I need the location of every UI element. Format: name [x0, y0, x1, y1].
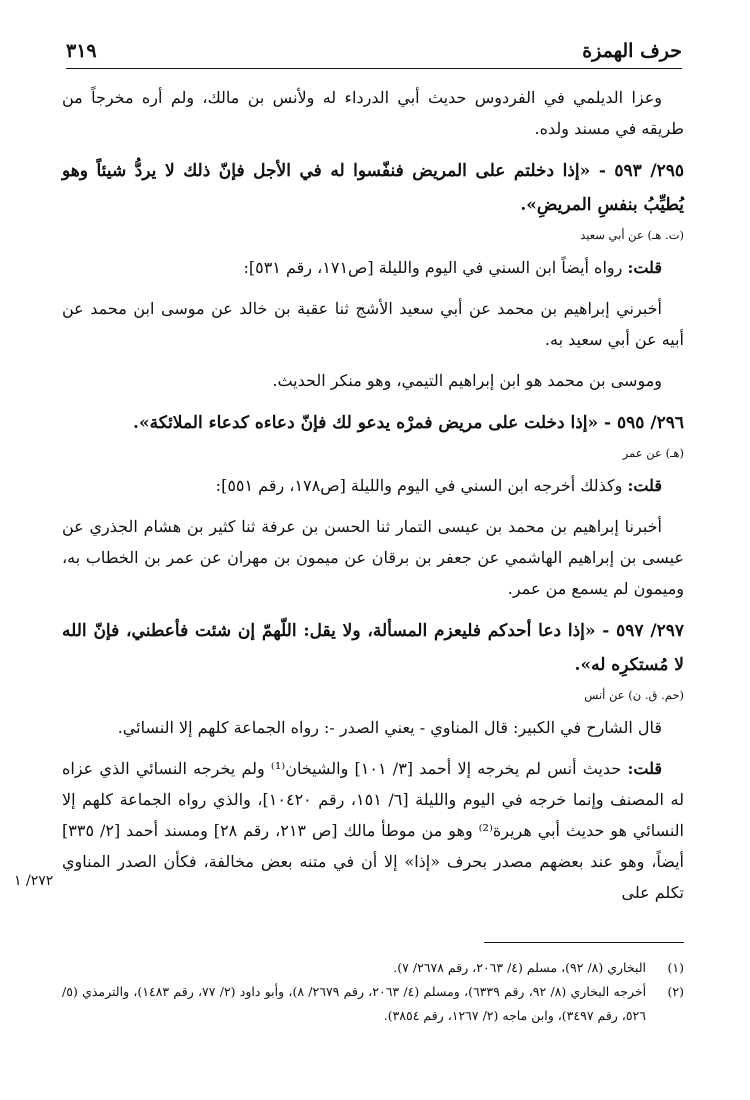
- footnote-text: أخرجه البخاري (٨/ ٩٢، رقم ٦٣٣٩)، ومسلم (٤/ ٢٠٦٣، رقم ٢٦٧٩/ ٨)، وأبو داود (٢/ ٧٧، رقم ١٤٨٣)، والترمذي (٥/ ٥٢٦، رقم ٣٤٩٧)، وابن ماجه (٢/ ١٢٦٧، رقم ٣٨٥٤).: [62, 984, 647, 1023]
- comment-297-b-text: حديث أنس لم يخرجه إلا أحمد [٣/ ١٠١] والشيخان⁽¹⁾ ولم يخرجه النسائي الذي عزاه له المصنف وإنما خرجه في اليوم والليلة [٦/ ١٥١، رقم ١٠٤٢٠]، والذي رواه الجماعة كلهم إلا النسائي هو حديث أبي هريرة⁽²⁾ وهو من موطأ مالك [ص ٢١٣، رقم ٢٨] ومسند أحمد [٢/ ٣٣٥] أيضاً، وهو عند بعضهم مصدر بحرف «إذا» إلا أن في متنه بعض مخالفة، فكأن الصدر المناوي تكلم على: [62, 759, 684, 902]
- comment-297-b: [62, 753, 684, 908]
- comment-295-a-text: رواه أيضاً ابن السني في اليوم والليلة [ص١٧١، رقم ٥٣١]:: [243, 258, 623, 277]
- footnote-text: البخاري (٨/ ٩٢)، مسلم (٤/ ٢٠٦٣، رقم ٢٦٧٨/ ٧).: [393, 960, 646, 975]
- intro-paragraph: وعزا الديلمي في الفردوس حديث أبي الدرداء له ولأنس بن مالك، ولم أره مخرجاً من طريقه في مسند ولده.: [62, 88, 684, 138]
- source-296: (هـ) عن عمر: [622, 446, 684, 460]
- footnote-number: (١): [667, 960, 684, 975]
- qult-label: قلت:: [627, 759, 663, 778]
- margin-reference: ٢٧٢/ ١: [14, 873, 54, 889]
- footnote-number: (٢): [667, 984, 684, 999]
- comment-296-a-text: وكذلك أخرجه ابن السني في اليوم والليلة [ص١٧٨، رقم ٥٥١]:: [215, 476, 623, 495]
- comment-296-a: [62, 470, 684, 501]
- comment-295-c: وموسى بن محمد هو ابن إبراهيم التيمي، وهو منكر الحديث.: [272, 371, 662, 390]
- comment-297-a: قال الشارح في الكبير: قال المناوي - يعني الصدر -: رواه الجماعة كلهم إلا النسائي.: [117, 718, 662, 737]
- qult-label: قلت:: [627, 476, 662, 495]
- page-body: [62, 82, 684, 918]
- source-295: (ت. هـ) عن أبي سعيد: [580, 228, 684, 242]
- footnote-divider: [484, 942, 684, 943]
- comment-296-b: أخبرنا إبراهيم بن محمد بن عيسى التمار ثنا الحسن بن عرفة ثنا كثير بن هشام الجذري عن عيسى بن إبراهيم الهاشمي عن جعفر بن برقان عن ميمون بن مهران عن عمر بن الخطاب به، وميمون لم يسمع من عمر.: [62, 517, 684, 598]
- comment-295-a: [62, 252, 684, 283]
- hadith-295: ٢٩٥/ ٥٩٣ - «إذا دخلتم على المريض فنفّسوا له في الأجل فإنّ ذلك لا يردُّ شيئاً وهو يُطيِّبُ بنفسِ المريضِ».: [62, 161, 684, 215]
- hadith-296: ٢٩٦/ ٥٩٥ - «إذا دخلت على مريض فمرْه يدعو لك فإنّ دعاءه كدعاء الملائكة».: [133, 413, 684, 433]
- page-header: [66, 38, 682, 69]
- comment-295-b: أخبرني إبراهيم بن محمد عن أبي سعيد الأشج ثنا عقبة بن خالد عن موسى ابن محمد عن أبيه عن أبي سعيد به.: [62, 299, 684, 349]
- qult-label: قلت:: [627, 258, 662, 277]
- footnote-2: [62, 980, 684, 1028]
- hadith-297: ٢٩٧/ ٥٩٧ - «إذا دعا أحدكم فليعزم المسألة، ولا يقل: اللّهمّ إن شئت فأعطني، فإنّ الله لا مُستكرِه له».: [62, 621, 684, 675]
- source-297: (حم. ق. ن) عن أنس: [584, 688, 684, 702]
- footnote-1: [62, 956, 684, 980]
- page-number: ٣١٩: [66, 40, 97, 62]
- footnotes: [62, 956, 684, 1028]
- chapter-title: حرف الهمزة: [582, 40, 682, 62]
